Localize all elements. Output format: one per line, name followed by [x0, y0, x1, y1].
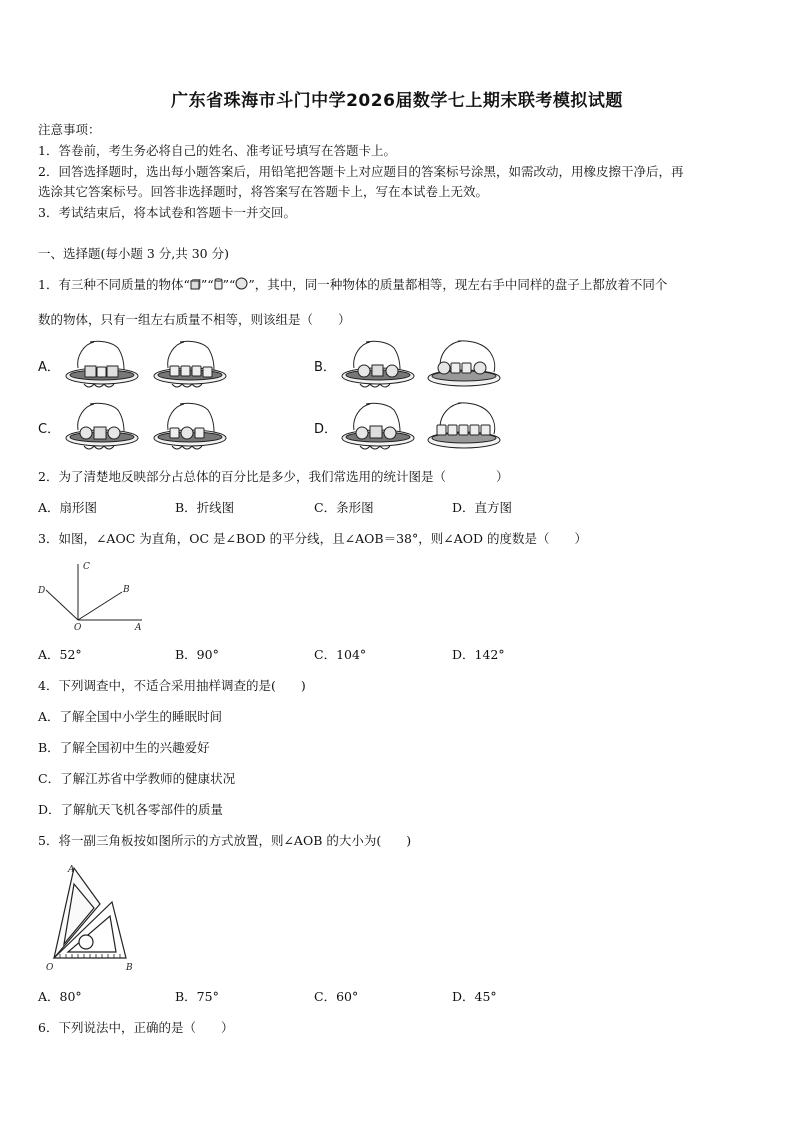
q5-option-b[interactable]: B．75°	[175, 989, 219, 1004]
question-2-text: 2．为了清楚地反映部分占总体的百分比是多少，我们常选用的统计图是（ ）	[38, 469, 509, 484]
notice-item-3: 3．考试结束后，将本试卷和答题卡一并交回。	[38, 205, 296, 220]
q5-triangle-figure	[40, 858, 140, 978]
q1-option-a-figure	[60, 338, 230, 394]
q1-text-b: ”“	[200, 277, 214, 292]
label-a: A	[68, 865, 75, 875]
q2-option-c[interactable]: C．条形图	[314, 500, 374, 515]
q5-option-d[interactable]: D．45°	[452, 989, 497, 1004]
ray-od	[46, 590, 78, 620]
label-a: A	[135, 623, 142, 632]
q1-option-d-figure	[336, 400, 506, 456]
q1-option-d-label[interactable]: D．	[314, 422, 338, 437]
question-1-line-1	[38, 277, 667, 294]
q5-option-a[interactable]: A．80°	[38, 989, 82, 1004]
notice-item-2: 2．回答选择题时，选出每小题答案后，用铅笔把答题卡上对应题目的答案标号涂黑，如需改动，用橡皮擦干净后，再	[38, 164, 684, 179]
q1-option-a-label[interactable]: A．	[38, 360, 60, 375]
ray-ob	[78, 592, 122, 620]
q4-option-a[interactable]: A．了解全国中小学生的睡眠时间	[38, 709, 223, 724]
q3-option-c[interactable]: C．104°	[314, 647, 367, 662]
cube-icon	[190, 278, 201, 294]
q3-angle-figure	[34, 558, 146, 632]
q3-option-b[interactable]: B．90°	[175, 647, 219, 662]
q1-text-c: ”“	[222, 277, 236, 292]
q1-option-c-figure	[60, 400, 230, 456]
q2-option-b[interactable]: B．折线图	[175, 500, 235, 515]
q3-option-d[interactable]: D．142°	[452, 647, 505, 662]
q1-option-b-label[interactable]: B．	[314, 360, 336, 375]
label-b: B	[123, 585, 130, 595]
q1-text-d: ”，其中，同一种物体的质量都相等，现左右手中同样的盘子上都放着不同个	[248, 277, 668, 292]
label-b: B	[126, 963, 133, 973]
question-5-text: 5．将一副三角板按如图所示的方式放置，则∠AOB 的大小为( )	[38, 833, 412, 848]
question-6-text: 6．下列说法中，正确的是（ ）	[38, 1020, 234, 1035]
notice-item-2-cont: 选涂其它答案标号。回答非选择题时，将答案写在答题卡上，写在本试卷上无效。	[38, 184, 489, 199]
label-o: O	[74, 623, 82, 632]
notice-heading: 注意事项：	[38, 122, 101, 137]
right-plate-a	[154, 341, 226, 387]
q2-option-a[interactable]: A．扇形图	[38, 500, 98, 515]
section-heading: 一、选择题(每小题 3 分,共 30 分)	[38, 246, 229, 261]
sphere-icon	[235, 277, 248, 294]
question-4-text: 4．下列调查中，不适合采用抽样调查的是( )	[38, 678, 306, 693]
label-c: C	[83, 562, 90, 572]
left-plate-a	[66, 341, 138, 387]
q4-option-c[interactable]: C．了解江苏省中学教师的健康状况	[38, 771, 236, 786]
q3-option-a[interactable]: A．52°	[38, 647, 82, 662]
q1-option-c-label[interactable]: C．	[38, 422, 61, 437]
page-title: 广东省珠海市斗门中学2026届数学七上期末联考模拟试题	[171, 91, 623, 111]
cylinder-icon	[214, 278, 223, 294]
q2-option-d[interactable]: D．直方图	[452, 500, 513, 515]
notice-item-1: 1．答卷前，考生务必将自己的姓名、准考证号填写在答题卡上。	[38, 143, 396, 158]
q1-option-b-figure	[336, 338, 506, 394]
q5-option-c[interactable]: C．60°	[314, 989, 359, 1004]
q4-option-d[interactable]: D．了解航天飞机各零部件的质量	[38, 802, 224, 817]
question-1-line-2: 数的物体，只有一组左右质量不相等，则该组是（ ）	[38, 312, 351, 327]
label-o: O	[46, 963, 54, 973]
question-3-text: 3．如图，∠AOC 为直角，OC 是∠BOD 的平分线，且∠AOB＝38°，则∠AOD 的度数是（ ）	[38, 531, 587, 546]
q4-option-b[interactable]: B．了解全国初中生的兴趣爱好	[38, 740, 210, 755]
q1-text-a: 1．有三种不同质量的物体“	[38, 277, 190, 292]
label-d: D	[38, 586, 46, 596]
